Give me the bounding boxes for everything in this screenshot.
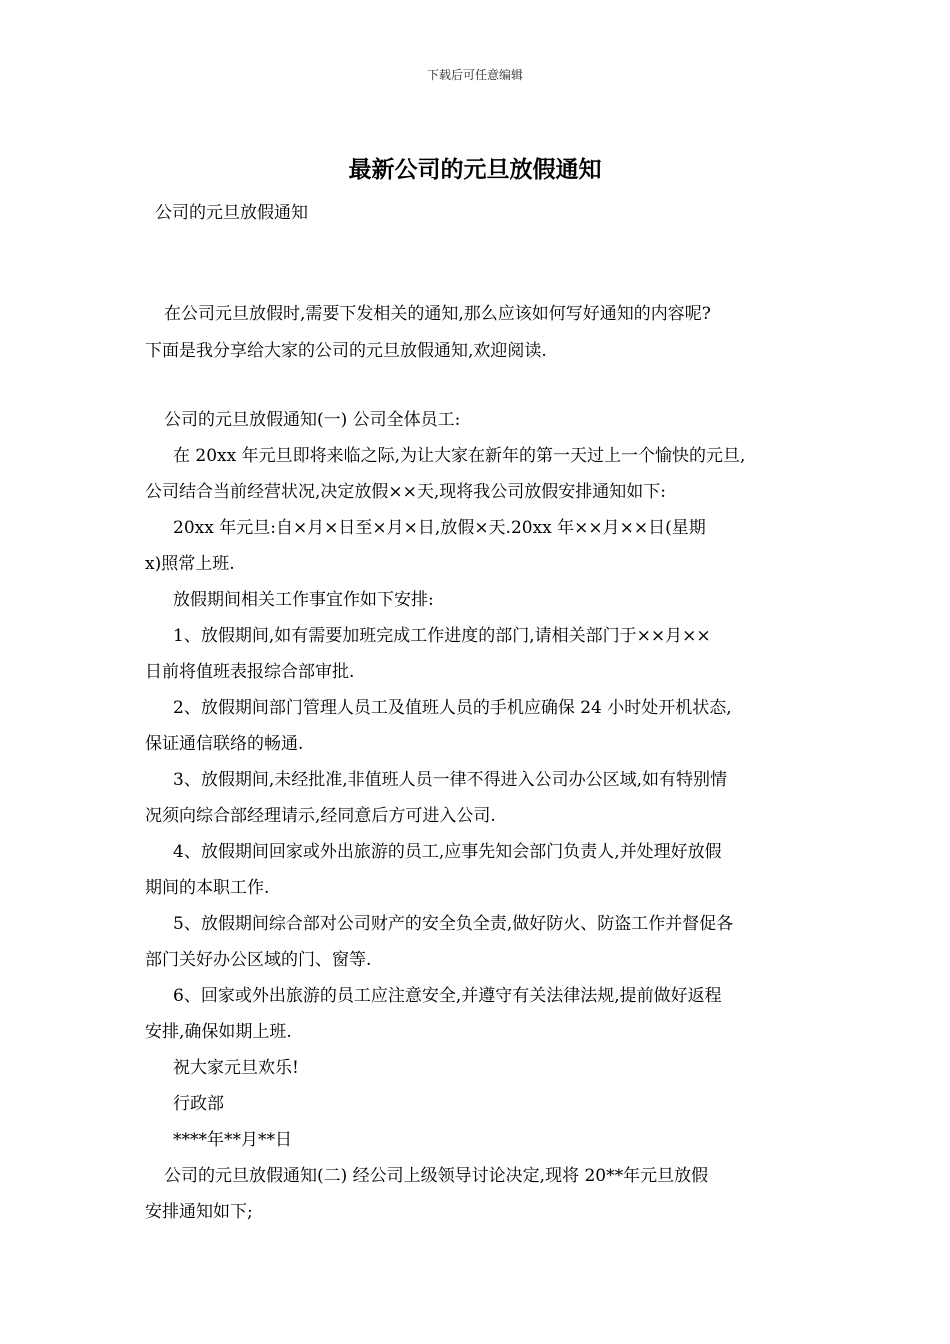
list-item-6-line-2: 安排,确保如期上班. — [145, 1022, 292, 1042]
list-item-1-line-1: 1、放假期间,如有需要加班完成工作进度的部门,请相关部门于××月×× — [173, 626, 711, 646]
paragraph-line: x)照常上班. — [145, 554, 235, 574]
intro-line-2: 下面是我分享给大家的公司的元旦放假通知,欢迎阅读. — [145, 341, 547, 361]
notice-two-heading: 公司的元旦放假通知(二) 经公司上级领导讨论决定,现将 20**年元旦放假 — [164, 1166, 709, 1186]
list-item-5-line-2: 部门关好办公区域的门、窗等. — [145, 950, 372, 970]
intro-line-1: 在公司元旦放假时,需要下发相关的通知,那么应该如何写好通知的内容呢? — [164, 304, 711, 324]
notice-one-heading: 公司的元旦放假通知(一) 公司全体员工: — [164, 410, 461, 430]
list-item-2-line-2: 保证通信联络的畅通. — [145, 734, 304, 754]
header-note: 下载后可任意编辑 — [426, 68, 523, 82]
list-item-5-line-1: 5、放假期间综合部对公司财产的安全负全责,做好防火、防盗工作并督促各 — [173, 914, 734, 934]
list-item-3-line-1: 3、放假期间,未经批准,非值班人员一律不得进入公司办公区域,如有特别情 — [173, 770, 728, 790]
subtitle-line: 公司的元旦放假通知 — [155, 203, 308, 223]
paragraph-line: 20xx 年元旦:自×月×日至×月×日,放假×天.20xx 年××月××日(星期 — [173, 518, 706, 538]
list-item-4-line-2: 期间的本职工作. — [145, 878, 270, 898]
signature-department: 行政部 — [173, 1094, 224, 1114]
document-title: 最新公司的元旦放假通知 — [348, 157, 602, 183]
paragraph-line: 安排通知如下; — [145, 1202, 253, 1222]
paragraph-line: 公司结合当前经营状况,决定放假××天,现将我公司放假安排通知如下: — [145, 482, 667, 502]
paragraph-line: 在 20xx 年元旦即将来临之际,为让大家在新年的第一天过上一个愉快的元旦, — [173, 446, 746, 466]
closing-wish: 祝大家元旦欢乐! — [173, 1058, 299, 1078]
list-item-2-line-1: 2、放假期间部门管理人员工及值班人员的手机应确保 24 小时处开机状态, — [173, 698, 732, 718]
signature-date: ****年**月**日 — [173, 1130, 292, 1150]
list-item-1-line-2: 日前将值班表报综合部审批. — [145, 662, 355, 682]
list-item-6-line-1: 6、回家或外出旅游的员工应注意安全,并遵守有关法律法规,提前做好返程 — [173, 986, 722, 1006]
paragraph-line: 放假期间相关工作事宜作如下安排: — [173, 590, 434, 610]
list-item-3-line-2: 况须向综合部经理请示,经同意后方可进入公司. — [145, 806, 496, 826]
list-item-4-line-1: 4、放假期间回家或外出旅游的员工,应事先知会部门负责人,并处理好放假 — [173, 842, 722, 862]
